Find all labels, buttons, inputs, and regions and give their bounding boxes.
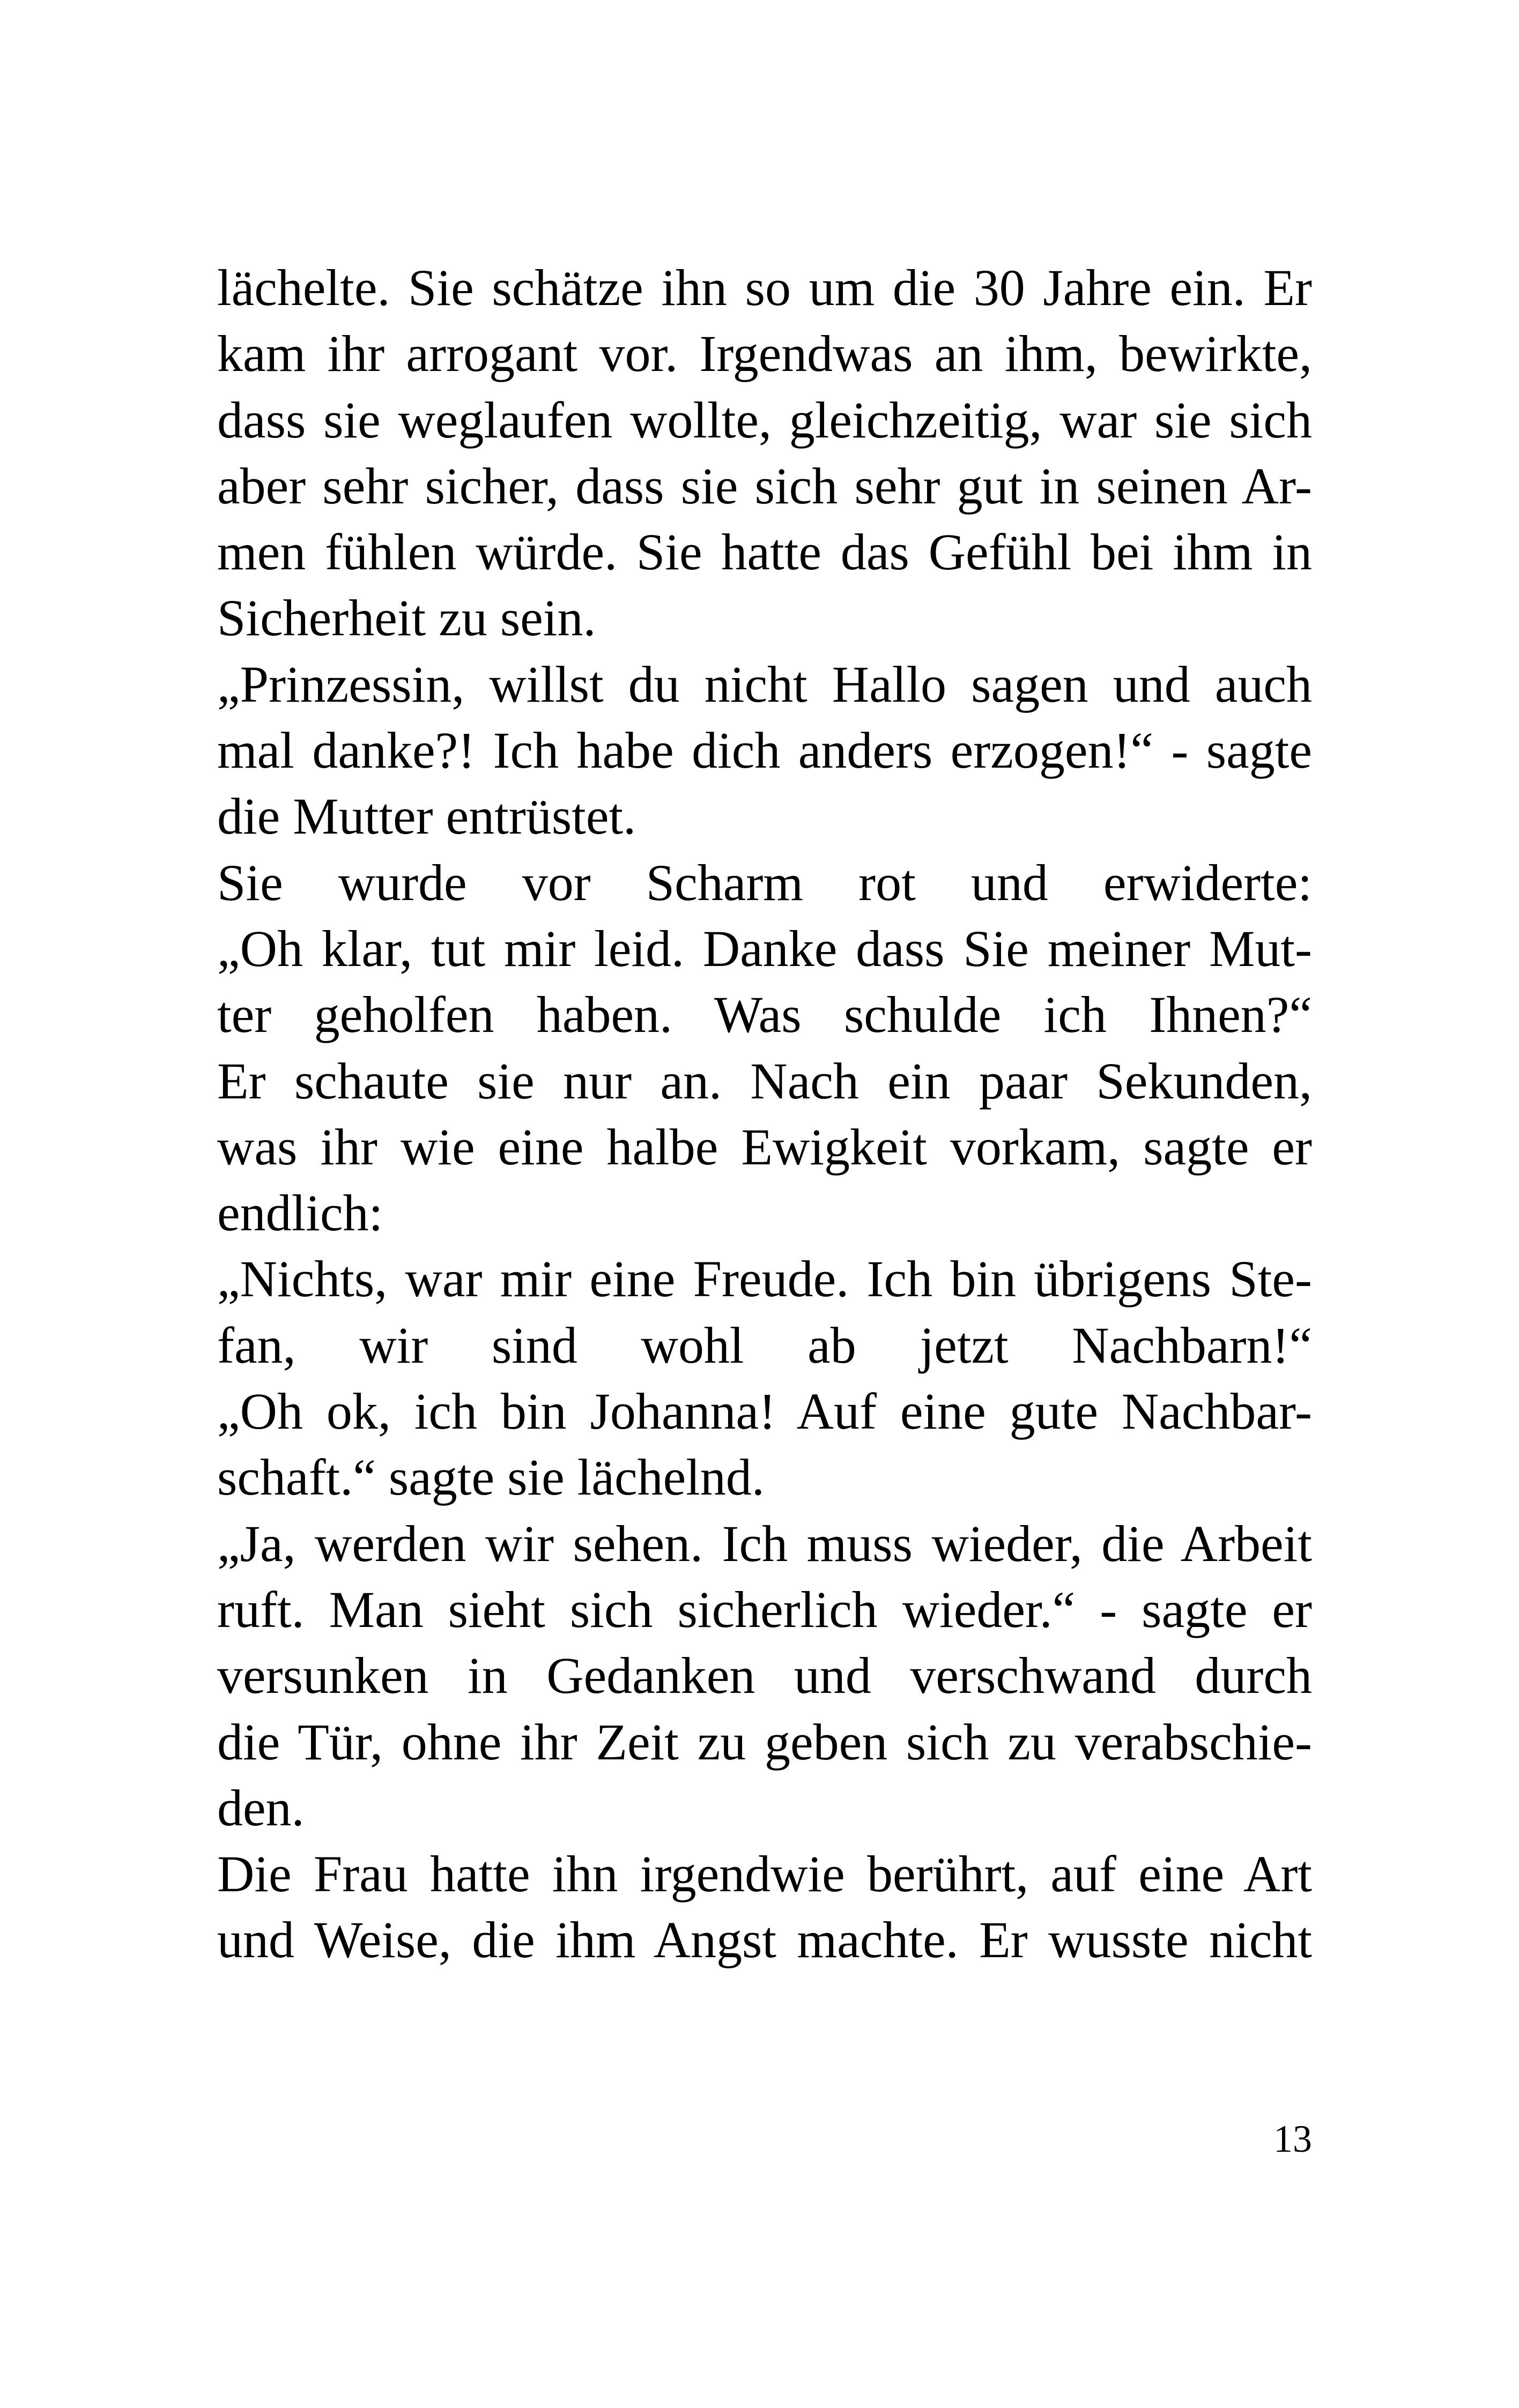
text-line: fan, wir sind wohl ab jetzt Nachbarn!“ <box>217 1316 1312 1374</box>
text-line: versunken in Gedanken und verschwand durch <box>217 1647 1312 1705</box>
text-line: mal danke?! Ich habe dich anders erzogen!“ - sagte <box>217 722 1312 779</box>
text-line: dass sie weglaufen wollte, gleichzeitig, war sie sich <box>217 391 1312 449</box>
text-line: kam ihr arrogant vor. Irgendwas an ihm, bewirkte, <box>217 325 1312 383</box>
body-text <box>217 255 1312 1973</box>
text-line: was ihr wie eine halbe Ewigkeit vorkam, sagte er <box>217 1118 1312 1176</box>
text-line: lächelte. Sie schätze ihn so um die 30 Jahre ein. Er <box>217 259 1312 316</box>
text-line: aber sehr sicher, dass sie sich sehr gut in seinen Ar- <box>217 457 1312 515</box>
text-line: Die Frau hatte ihn irgendwie berührt, auf eine Art <box>217 1845 1312 1903</box>
text-line: ruft. Man sieht sich sicherlich wieder.“ - sagte er <box>217 1580 1312 1638</box>
text-line: „Nichts, war mir eine Freude. Ich bin übrigens Ste- <box>217 1250 1312 1308</box>
text-line: „Prinzessin, willst du nicht Hallo sagen und auch <box>217 655 1312 713</box>
text-line: Sicherheit zu sein. <box>217 589 596 647</box>
text-line: men fühlen würde. Sie hatte das Gefühl bei ihm in <box>217 523 1312 581</box>
text-line: „Ja, werden wir sehen. Ich muss wieder, die Arbeit <box>217 1514 1312 1572</box>
text-line: „Oh ok, ich bin Johanna! Auf eine gute Nachbar- <box>217 1383 1312 1440</box>
text-line: Sie wurde vor Scharm rot und erwiderte: <box>217 853 1312 911</box>
text-line: ter geholfen haben. Was schulde ich Ihnen?“ <box>217 986 1312 1044</box>
page-number: 13 <box>1273 2117 1312 2160</box>
text-line: endlich: <box>217 1184 383 1242</box>
text-line: schaft.“ sagte sie lächelnd. <box>217 1448 765 1506</box>
text-line: und Weise, die ihm Angst machte. Er wusste nicht <box>217 1911 1312 1969</box>
text-line: Er schaute sie nur an. Nach ein paar Sekunden, <box>217 1052 1312 1110</box>
text-line: „Oh klar, tut mir leid. Danke dass Sie meiner Mut- <box>217 919 1312 977</box>
text-line: die Mutter entrüstet. <box>217 787 636 845</box>
text-line: den. <box>217 1779 305 1837</box>
text-line: die Tür, ohne ihr Zeit zu geben sich zu verabschie- <box>217 1713 1312 1771</box>
